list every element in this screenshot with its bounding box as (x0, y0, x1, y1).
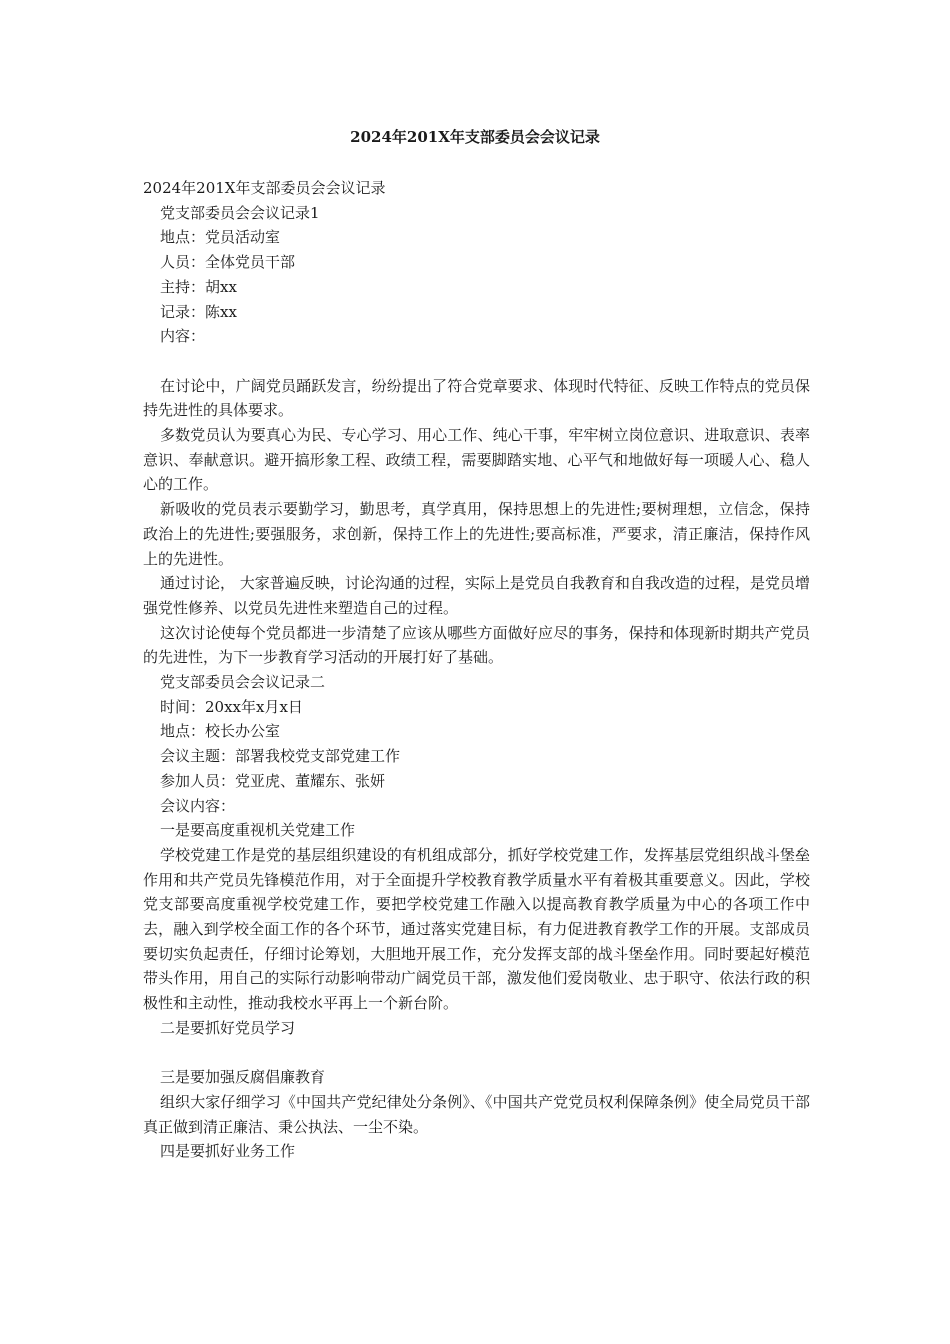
record-1-host: 主持：胡xx (160, 277, 237, 296)
section-heading-3: 三是要加强反腐倡廉教育 (160, 1068, 326, 1087)
body-heading: 2024年201X年支部委员会会议记录 (143, 179, 386, 197)
record-2-topic: 会议主题：部署我校党支部党建工作 (160, 747, 401, 766)
record-2-time: 时间：20xx年x月x日 (160, 697, 303, 716)
record-2-location: 地点：校长办公室 (160, 722, 281, 741)
document-title: 2024年201X年支部委员会会议记录 (350, 128, 600, 146)
record-1-location: 地点：党员活动室 (160, 228, 281, 247)
paragraph: 新吸收的党员表示要勤学习，勤思考，真学真用，保持思想上的先进性;要树理想，立信念，保持政治上的先进性;要强服务，求创新，保持工作上的先进性;要高标准，严要求，清正廉洁，保持作风上的先进性。 (143, 500, 810, 568)
record-1-recorder: 记录：陈xx (160, 302, 237, 321)
record-2-attendees: 参加人员：党亚虎、董耀东、张妍 (160, 771, 386, 790)
record-2-title: 党支部委员会会议记录二 (160, 673, 326, 692)
paragraph: 多数党员认为要真心为民、专心学习、用心工作、纯心干事，牢牢树立岗位意识、进取意识、表率意识、奉献意识。避开搞形象工程、政绩工程，需要脚踏实地、心平气和地做好每一项暖人心、稳人心的工作。 (143, 426, 810, 494)
paragraph: 通过讨论， 大家普遍反映，讨论沟通的过程，实际上是党员自我教育和自我改造的过程，是党员增强党性修养、以党员先进性来塑造自己的过程。 (143, 574, 810, 617)
blank-line (143, 349, 810, 374)
paragraph: 这次讨论使每个党员都进一步清楚了应该从哪些方面做好应尽的事务，保持和体现新时期共产党员的先进性，为下一步教育学习活动的开展打好了基础。 (143, 623, 810, 667)
record-1-content-label: 内容： (160, 327, 206, 346)
section-heading-2: 二是要抓好党员学习 (160, 1018, 296, 1037)
record-2-content-label: 会议内容： (160, 796, 236, 815)
record-1-attendees: 人员：全体党员干部 (160, 253, 296, 272)
section-heading-4: 四是要抓好业务工作 (160, 1142, 296, 1161)
section-heading-1: 一是要高度重视机关党建工作 (160, 821, 356, 840)
record-1-title: 党支部委员会会议记录1 (160, 203, 320, 222)
document-body (143, 176, 810, 1164)
paragraph: 在讨论中，广阔党员踊跃发言，纷纷提出了符合党章要求、体现时代特征、反映工作特点的党员保持先进性的具体要求。 (143, 376, 810, 420)
paragraph: 学校党建工作是党的基层组织建设的有机组成部分，抓好学校党建工作，发挥基层党组织战斗堡垒作用和共产党员先锋模范作用，对于全面提升学校教育教学质量水平有着极其重要意义。因此，学校党支部要高度重视学校党建工作，要把学校党建工作融入以提高教育教学质量为中心的各项工作中去，融入到学校全面工作的各个环节，通过落实党建目标，有力促进教育教学工作的开展。支部成员要切实负起责任，仔细讨论筹划，大胆地开展工作，充分发挥支部的战斗堡垒作用。同时要起好模范带头作用，用自己的实际行动影响带动广阔党员干部，激发他们爱岗敬业、忠于职守、依法行政的积极性和主动性，推动我校水平再上一个新台阶。 (143, 845, 810, 1013)
paragraph: 组织大家仔细学习《中国共产党纪律处分条例》、《中国共产党党员权利保障条例》使全局党员干部真正做到清正廉洁、秉公执法、一尘不染。 (143, 1092, 810, 1136)
blank-line (143, 1041, 810, 1066)
